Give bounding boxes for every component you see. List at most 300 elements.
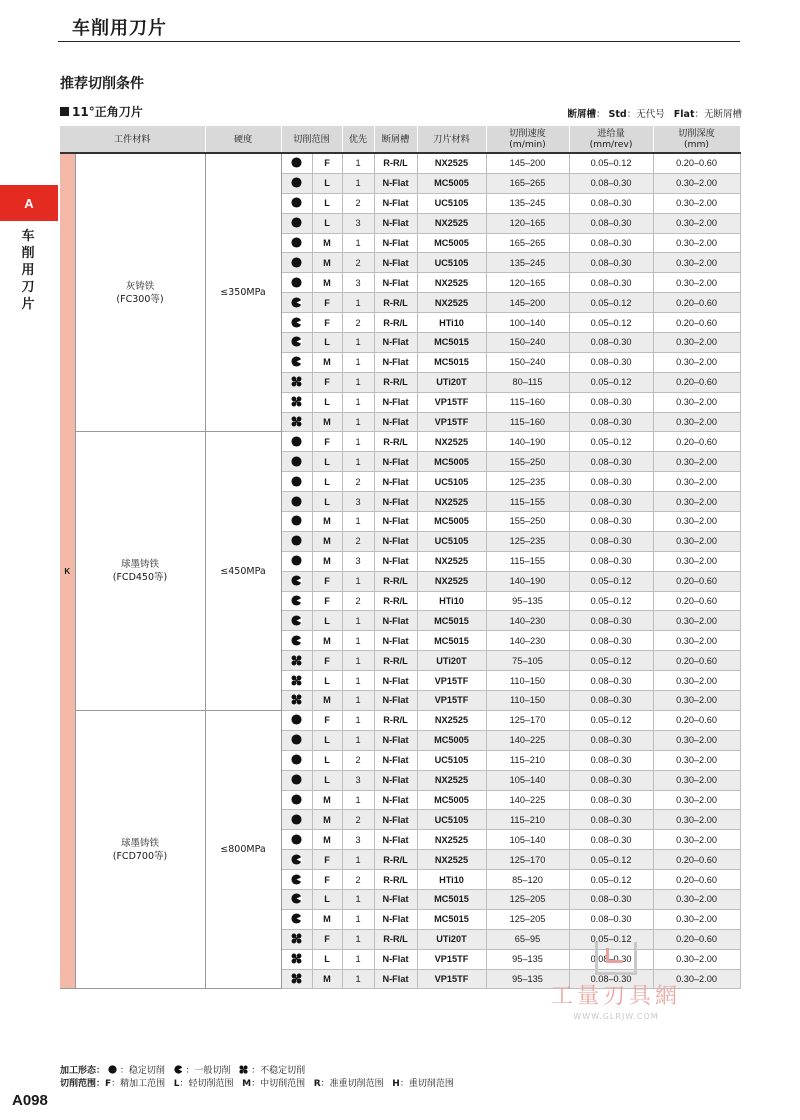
priority: 1: [342, 850, 374, 870]
depth-of-cut: 0.30–2.00: [653, 512, 740, 532]
cutting-form-cell: [281, 691, 312, 711]
cutting-speed: 155–250: [486, 512, 569, 532]
cutting-range: F: [312, 591, 342, 611]
depth-of-cut: 0.20–0.60: [653, 850, 740, 870]
priority: 1: [342, 730, 374, 750]
cutting-form-cell: [281, 730, 312, 750]
priority: 2: [342, 472, 374, 492]
cutting-range: F: [312, 313, 342, 333]
feed-rate: 0.08–0.30: [569, 452, 653, 472]
cutting-speed: 135–245: [486, 253, 569, 273]
title-rule: [58, 41, 740, 42]
footer-form-label: 加工形态：: [60, 1066, 106, 1076]
priority: 1: [342, 412, 374, 432]
cutting-speed: 125–235: [486, 472, 569, 492]
material-group-code: K: [60, 153, 75, 989]
cutting-form-cell: [281, 233, 312, 253]
cutting-range: L: [312, 730, 342, 750]
chip-breaker: R-R/L: [374, 432, 417, 452]
feed-rate: 0.08–0.30: [569, 233, 653, 253]
cutting-range: M: [312, 412, 342, 432]
cutting-range: M: [312, 790, 342, 810]
depth-of-cut: 0.30–2.00: [653, 691, 740, 711]
unstable-cutting-icon: [291, 675, 303, 687]
depth-of-cut: 0.20–0.60: [653, 293, 740, 313]
cutting-speed: 115–210: [486, 750, 569, 770]
depth-of-cut: 0.30–2.00: [653, 452, 740, 472]
unstable-cutting-icon: [291, 396, 303, 408]
side-section-label: 车削用刀片: [21, 229, 35, 312]
feed-rate: 0.08–0.30: [569, 889, 653, 909]
cutting-range: M: [312, 909, 342, 929]
cutting-speed: 120–165: [486, 273, 569, 293]
square-bullet-icon: [60, 107, 69, 116]
cutting-speed: 140–225: [486, 790, 569, 810]
depth-of-cut: 0.20–0.60: [653, 591, 740, 611]
chip-breaker: N-Flat: [374, 790, 417, 810]
chip-breaker: N-Flat: [374, 412, 417, 432]
cutting-speed: 110–150: [486, 671, 569, 691]
general-cutting-icon: [291, 913, 303, 925]
priority: 1: [342, 352, 374, 372]
material-name: 球墨铸铁: [120, 559, 159, 571]
cutting-speed: 115–155: [486, 492, 569, 512]
feed-rate: 0.08–0.30: [569, 770, 653, 790]
feed-rate: 0.08–0.30: [569, 551, 653, 571]
header-speed: [486, 126, 569, 153]
cutting-form-cell: [281, 671, 312, 691]
cutting-speed: 110–150: [486, 691, 569, 711]
insert-grade: VP15TF: [417, 969, 486, 989]
priority: 3: [342, 551, 374, 571]
stable-cutting-icon: [291, 714, 303, 726]
chip-breaker: N-Flat: [374, 531, 417, 551]
priority: 1: [342, 233, 374, 253]
footer-l-val: ：轻切削范围: [179, 1079, 234, 1089]
cutting-form-cell: [281, 830, 312, 850]
chip-breaker: N-Flat: [374, 392, 417, 412]
priority: 1: [342, 611, 374, 631]
insert-grade: MC5005: [417, 730, 486, 750]
chip-breaker: N-Flat: [374, 273, 417, 293]
hardness-value: ≤350MPa: [205, 153, 281, 432]
depth-of-cut: 0.30–2.00: [653, 730, 740, 750]
cutting-speed: 150–240: [486, 352, 569, 372]
watermark-text: 工量刃具網: [550, 984, 681, 1009]
general-cutting-icon: [291, 297, 303, 309]
cutting-speed: 125–205: [486, 889, 569, 909]
depth-of-cut: 0.30–2.00: [653, 949, 740, 969]
footer-stable: ：稳定切削: [119, 1066, 165, 1076]
cutting-speed: 145–200: [486, 153, 569, 173]
cutting-form-cell: [281, 551, 312, 571]
insert-grade: NX2525: [417, 293, 486, 313]
chip-breaker: N-Flat: [374, 333, 417, 353]
footer-h-val: ：重切削范围: [399, 1079, 454, 1089]
stable-cutting-icon: [291, 217, 303, 229]
insert-grade: NX2525: [417, 492, 486, 512]
footer-legend-form: [60, 1063, 305, 1077]
cutting-range: F: [312, 153, 342, 173]
depth-of-cut: 0.30–2.00: [653, 551, 740, 571]
cutting-form-cell: [281, 273, 312, 293]
feed-rate: 0.08–0.30: [569, 750, 653, 770]
feed-rate: 0.08–0.30: [569, 730, 653, 750]
priority: 1: [342, 512, 374, 532]
insert-grade: UTi20T: [417, 929, 486, 949]
page-title: 车削用刀片: [72, 18, 167, 39]
footer-f-key: F: [105, 1079, 112, 1089]
footer-r-val: ：准重切削范围: [320, 1079, 384, 1089]
general-cutting-icon: [174, 1065, 186, 1077]
chip-breaker: N-Flat: [374, 213, 417, 233]
cutting-range: L: [312, 173, 342, 193]
cutting-speed: 95–135: [486, 949, 569, 969]
unstable-cutting-icon: [239, 1065, 251, 1077]
cutting-form-cell: [281, 929, 312, 949]
feed-rate: 0.05–0.12: [569, 372, 653, 392]
cutting-speed: 115–160: [486, 412, 569, 432]
priority: 1: [342, 432, 374, 452]
priority: 1: [342, 929, 374, 949]
cutting-form-cell: [281, 750, 312, 770]
feed-rate: 0.08–0.30: [569, 611, 653, 631]
depth-of-cut: 0.30–2.00: [653, 830, 740, 850]
feed-rate: 0.08–0.30: [569, 671, 653, 691]
feed-rate: 0.08–0.30: [569, 810, 653, 830]
chip-breaker: N-Flat: [374, 770, 417, 790]
header-cutting-range: 切削范围: [281, 126, 342, 153]
cutting-form-cell: [281, 512, 312, 532]
insert-grade: NX2525: [417, 710, 486, 730]
feed-rate: 0.08–0.30: [569, 333, 653, 353]
insert-grade: NX2525: [417, 551, 486, 571]
cutting-range: L: [312, 472, 342, 492]
depth-of-cut: 0.30–2.00: [653, 611, 740, 631]
priority: 1: [342, 949, 374, 969]
chip-breaker: N-Flat: [374, 631, 417, 651]
cutting-range: L: [312, 452, 342, 472]
unstable-cutting-icon: [291, 953, 303, 965]
cutting-form-cell: [281, 770, 312, 790]
general-cutting-icon: [291, 874, 303, 886]
chip-breaker: N-Flat: [374, 671, 417, 691]
priority: 1: [342, 969, 374, 989]
unstable-cutting-icon: [291, 416, 303, 428]
header-depth-line2: (mm): [683, 139, 710, 150]
cutting-form-cell: [281, 909, 312, 929]
insert-grade: UC5105: [417, 750, 486, 770]
cutting-form-cell: [281, 372, 312, 392]
feed-rate: 0.05–0.12: [569, 313, 653, 333]
depth-of-cut: 0.30–2.00: [653, 273, 740, 293]
insert-grade: NX2525: [417, 571, 486, 591]
cutting-form-cell: [281, 492, 312, 512]
priority: 2: [342, 810, 374, 830]
insert-grade: MC5005: [417, 173, 486, 193]
cutting-speed: 65–95: [486, 929, 569, 949]
header-speed-line2: (m/min): [509, 139, 546, 150]
feed-rate: 0.08–0.30: [569, 512, 653, 532]
cutting-range: M: [312, 969, 342, 989]
cutting-speed: 105–140: [486, 830, 569, 850]
cutting-range: M: [312, 233, 342, 253]
cutting-range: M: [312, 551, 342, 571]
feed-rate: 0.08–0.30: [569, 969, 653, 989]
stable-cutting-icon: [291, 237, 303, 249]
insert-grade: MC5005: [417, 512, 486, 532]
general-cutting-icon: [291, 356, 303, 368]
depth-of-cut: 0.30–2.00: [653, 969, 740, 989]
priority: 1: [342, 153, 374, 173]
depth-of-cut: 0.20–0.60: [653, 313, 740, 333]
header-feed: [569, 126, 653, 153]
chip-breaker: N-Flat: [374, 969, 417, 989]
cutting-form-cell: [281, 392, 312, 412]
breaker-note-colon: ：: [595, 109, 606, 120]
cutting-form-cell: [281, 969, 312, 989]
cutting-form-cell: [281, 710, 312, 730]
chip-breaker: N-Flat: [374, 551, 417, 571]
general-cutting-icon: [291, 336, 303, 348]
cutting-range: F: [312, 372, 342, 392]
insert-grade: MC5015: [417, 611, 486, 631]
feed-rate: 0.05–0.12: [569, 591, 653, 611]
insert-grade: HTi10: [417, 870, 486, 890]
cutting-range: F: [312, 293, 342, 313]
stable-cutting-icon: [291, 197, 303, 209]
depth-of-cut: 0.20–0.60: [653, 651, 740, 671]
stable-cutting-icon: [291, 814, 303, 826]
cutting-form-cell: [281, 850, 312, 870]
chip-breaker: N-Flat: [374, 750, 417, 770]
cutting-form-cell: [281, 352, 312, 372]
chip-breaker: N-Flat: [374, 253, 417, 273]
priority: 3: [342, 213, 374, 233]
depth-of-cut: 0.20–0.60: [653, 432, 740, 452]
feed-rate: 0.05–0.12: [569, 850, 653, 870]
header-feed-line2: (mm/rev): [589, 139, 633, 150]
feed-rate: 0.08–0.30: [569, 830, 653, 850]
cutting-form-cell: [281, 193, 312, 213]
general-cutting-icon: [291, 893, 303, 905]
header-grade: 刀片材料: [417, 126, 486, 153]
insert-grade: UTi20T: [417, 372, 486, 392]
cutting-form-cell: [281, 631, 312, 651]
cutting-speed: 115–210: [486, 810, 569, 830]
priority: 1: [342, 392, 374, 412]
feed-rate: 0.08–0.30: [569, 949, 653, 969]
cutting-range: L: [312, 770, 342, 790]
priority: 2: [342, 313, 374, 333]
depth-of-cut: 0.20–0.60: [653, 372, 740, 392]
footer-general: ：一般切削: [185, 1066, 231, 1076]
cutting-range: F: [312, 850, 342, 870]
watermark-url: WWW.GLRJW.COM: [573, 1012, 659, 1021]
depth-of-cut: 0.30–2.00: [653, 770, 740, 790]
cutting-range: L: [312, 889, 342, 909]
cutting-speed: 125–205: [486, 909, 569, 929]
cutting-speed: 120–165: [486, 213, 569, 233]
insert-grade: HTi10: [417, 313, 486, 333]
feed-rate: 0.05–0.12: [569, 153, 653, 173]
header-depth: [653, 126, 740, 153]
priority: 1: [342, 710, 374, 730]
stable-cutting-icon: [291, 436, 303, 448]
feed-rate: 0.05–0.12: [569, 651, 653, 671]
header-depth-line1: 切削深度: [678, 128, 715, 139]
header-priority: 优先: [342, 126, 374, 153]
chip-breaker: R-R/L: [374, 313, 417, 333]
material-grade: (FCD700等): [112, 850, 168, 862]
unstable-cutting-icon: [291, 694, 303, 706]
stable-cutting-icon: [291, 157, 303, 169]
feed-rate: 0.05–0.12: [569, 870, 653, 890]
footer-m-val: ：中切削范围: [251, 1079, 306, 1089]
footer-legend-range: [60, 1076, 454, 1089]
chip-breaker: N-Flat: [374, 472, 417, 492]
depth-of-cut: 0.30–2.00: [653, 631, 740, 651]
general-cutting-icon: [291, 595, 303, 607]
hardness-value: ≤800MPa: [205, 710, 281, 988]
priority: 1: [342, 452, 374, 472]
cutting-range: M: [312, 830, 342, 850]
depth-of-cut: 0.30–2.00: [653, 909, 740, 929]
table-body: [60, 153, 740, 989]
stable-cutting-icon: [291, 476, 303, 488]
cutting-range: M: [312, 631, 342, 651]
table-row: [60, 710, 740, 730]
stable-cutting-icon: [291, 496, 303, 508]
header-feed-line1: 进给量: [597, 128, 625, 139]
chip-breaker: N-Flat: [374, 730, 417, 750]
stable-cutting-icon: [291, 535, 303, 547]
header-hardness: 硬度: [205, 126, 281, 153]
priority: 2: [342, 591, 374, 611]
chip-breaker: R-R/L: [374, 571, 417, 591]
insert-grade: MC5015: [417, 631, 486, 651]
cutting-form-cell: [281, 949, 312, 969]
priority: 2: [342, 750, 374, 770]
chip-breaker: N-Flat: [374, 193, 417, 213]
footer-l-key: L: [173, 1079, 180, 1089]
chip-breaker: R-R/L: [374, 591, 417, 611]
priority: 2: [342, 253, 374, 273]
general-cutting-icon: [291, 317, 303, 329]
depth-of-cut: 0.30–2.00: [653, 173, 740, 193]
section-title: 推荐切削条件: [60, 76, 144, 92]
depth-of-cut: 0.30–2.00: [653, 889, 740, 909]
general-cutting-icon: [291, 615, 303, 627]
feed-rate: 0.08–0.30: [569, 352, 653, 372]
cutting-range: L: [312, 193, 342, 213]
priority: 1: [342, 790, 374, 810]
chip-breaker: R-R/L: [374, 651, 417, 671]
stable-cutting-icon: [291, 177, 303, 189]
breaker-note-flat-key: Flat: [673, 109, 695, 120]
insert-grade: NX2525: [417, 770, 486, 790]
insert-grade: UC5105: [417, 531, 486, 551]
unstable-cutting-icon: [291, 376, 303, 388]
cutting-range: L: [312, 492, 342, 512]
chip-breaker: N-Flat: [374, 909, 417, 929]
insert-grade: MC5015: [417, 333, 486, 353]
header-chip-breaker: 断屑槽: [374, 126, 417, 153]
depth-of-cut: 0.30–2.00: [653, 531, 740, 551]
priority: 1: [342, 372, 374, 392]
cutting-speed: 145–200: [486, 293, 569, 313]
footer-h-key: H: [392, 1079, 400, 1089]
insert-grade: VP15TF: [417, 412, 486, 432]
chip-breaker: R-R/L: [374, 850, 417, 870]
cutting-speed: 150–240: [486, 333, 569, 353]
insert-grade: NX2525: [417, 432, 486, 452]
feed-rate: 0.08–0.30: [569, 273, 653, 293]
cutting-range: F: [312, 571, 342, 591]
cutting-speed: 140–230: [486, 631, 569, 651]
material-grade: (FCD450等): [112, 572, 168, 584]
material-name: 灰铸铁: [125, 280, 155, 292]
cutting-form-cell: [281, 870, 312, 890]
chip-breaker: N-Flat: [374, 889, 417, 909]
priority: 3: [342, 273, 374, 293]
priority: 2: [342, 870, 374, 890]
insert-grade: HTi10: [417, 591, 486, 611]
stable-cutting-icon: [291, 277, 303, 289]
chip-breaker: R-R/L: [374, 710, 417, 730]
unstable-cutting-icon: [291, 655, 303, 667]
cutting-speed: 155–250: [486, 452, 569, 472]
unstable-cutting-icon: [291, 973, 303, 985]
breaker-note-std-val: ：无代号: [626, 109, 665, 120]
cutting-speed: 140–190: [486, 571, 569, 591]
general-cutting-icon: [291, 635, 303, 647]
insert-grade: MC5015: [417, 889, 486, 909]
depth-of-cut: 0.30–2.00: [653, 253, 740, 273]
priority: 1: [342, 631, 374, 651]
insert-grade: VP15TF: [417, 691, 486, 711]
priority: 2: [342, 193, 374, 213]
chip-breaker: N-Flat: [374, 949, 417, 969]
cutting-speed: 165–265: [486, 233, 569, 253]
watermark-logo-icon: [595, 942, 637, 975]
cutting-speed: 85–120: [486, 870, 569, 890]
insert-grade: VP15TF: [417, 392, 486, 412]
chip-breaker: N-Flat: [374, 691, 417, 711]
cutting-form-cell: [281, 333, 312, 353]
feed-rate: 0.08–0.30: [569, 492, 653, 512]
header-speed-line1: 切削速度: [509, 128, 546, 139]
subsection-title: [60, 103, 143, 120]
cutting-speed: 140–190: [486, 432, 569, 452]
cutting-form-cell: [281, 213, 312, 233]
cutting-speed: 140–230: [486, 611, 569, 631]
chip-breaker: R-R/L: [374, 153, 417, 173]
cutting-form-cell: [281, 153, 312, 173]
cutting-form-cell: [281, 432, 312, 452]
cutting-range: M: [312, 531, 342, 551]
cutting-form-cell: [281, 571, 312, 591]
cutting-form-cell: [281, 810, 312, 830]
cutting-range: M: [312, 691, 342, 711]
side-section-tab[interactable]: A: [0, 185, 58, 221]
chip-breaker: R-R/L: [374, 870, 417, 890]
cutting-speed: 95–135: [486, 591, 569, 611]
cutting-conditions-table: [60, 126, 741, 989]
cutting-form-cell: [281, 472, 312, 492]
chip-breaker: N-Flat: [374, 173, 417, 193]
stable-cutting-icon: [291, 515, 303, 527]
